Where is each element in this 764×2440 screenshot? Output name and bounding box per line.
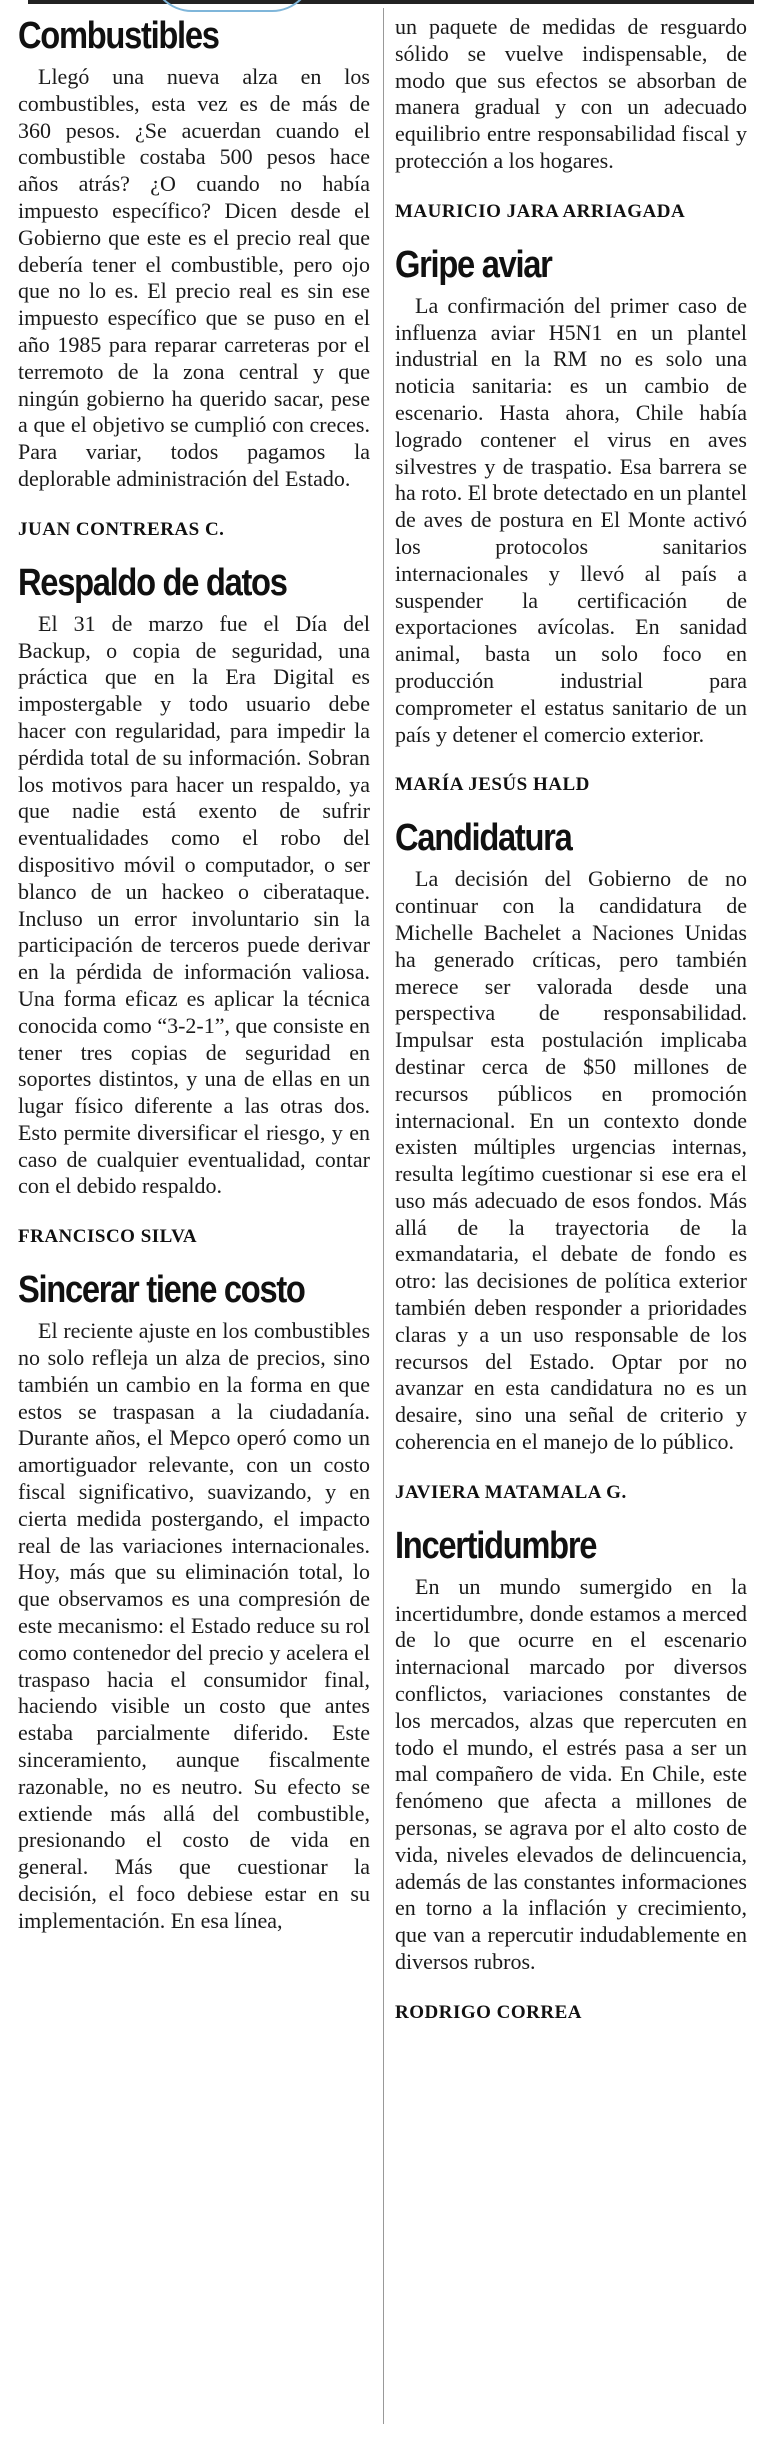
left-column xyxy=(18,14,370,1943)
letter-title: Sincerar tiene costo xyxy=(18,1269,305,1312)
letter-body: En un mundo sumergido en la incertidumbre, donde estamos a merced de lo que ocurre en el escenario internacional marcado por diversos conflictos, variaciones constantes de los mercados, alzas que repercuten en todo el mundo, el estrés pasa a ser un mal compañero de vida. En Chile, este fenómeno que afecta a millones de personas, se agrava por el alto costo de vida, niveles elevados de delincuencia, además de las constantes informaciones en torno a la inflación y crecimiento, que van a repercutir indudablemente en diversos rubros. xyxy=(395,1573,747,1975)
letter-title: Gripe aviar xyxy=(395,243,552,286)
letter-author: MAURICIO JARA ARRIAGADA xyxy=(395,200,686,222)
header-arc-decoration xyxy=(150,0,314,12)
letter-body: La confirmación del primer caso de influenza aviar H5N1 en un plantel industrial en la RM no es solo una noticia sanitaria: es un cambio de escenario. Hasta ahora, Chile había logrado contener el virus en aves silvestres y de traspatio. Esa barrera se ha roto. El brote detectado en un plantel de aves de postura en El Monte activó los protocolos sanitarios internacionales y llevó al país a suspender la certificación de exportaciones avícolas. En sanidad animal, basta un solo foco en producción industrial para comprometer el estatus sanitario de un país y detener el comercio exterior. xyxy=(395,292,747,747)
letter-author: JUAN CONTRERAS C. xyxy=(18,518,225,540)
letter-body: El 31 de marzo fue el Día del Backup, o copia de seguridad, una práctica que en la Era Digital es impostergable y todo usuario debe hacer con regularidad, para impedir la pérdida total de su información. Sobran los motivos para hacer un respaldo, ya que nadie está exento de sufrir eventualidades como el robo del dispositivo móvil o computador, o ser blanco de un hackeo o ciberataque. Incluso un error involuntario sin la participación de terceros puede derivar en la pérdida de información valiosa. Una forma eficaz es aplicar la técnica conocida como “3-2-1”, que consiste en tener tres copias de seguridad en soportes distintos, y una de ellas en un lugar físico diferente a las otras dos. Esto permite diversificar el riesgo, y en caso de cualquier eventualidad, contar con el debido respaldo. xyxy=(18,610,370,1199)
letter-title: Incertidumbre xyxy=(395,1524,597,1567)
letter-sincerar-continued xyxy=(395,14,747,223)
letter-gripe-aviar xyxy=(395,243,747,797)
letter-body: El reciente ajuste en los combustibles no solo refleja un alza de precios, sino también un cambio en la forma en que estos se traspasan a la ciudadanía. Durante años, el Mepco operó como un amortiguador relevante, con un costo fiscal significativo, suavizando, y en cierta medida postergando, el impacto real de las variaciones internacionales. Hoy, más que su eliminación total, lo que observamos es una compresión de este mecanismo: el Estado reduce su rol como contenedor del precio y acelera el traspaso hacia el consumidor final, haciendo visible un costo que antes estaba parcialmente diferido. Este sinceramiento, aunque fiscalmente razonable, no es neutro. Su efecto se extiende más allá del combustible, presionando el costo de vida en general. Más que cuestionar la decisión, el foco debiese estar en su implementación. En esa línea, xyxy=(18,1318,370,1933)
letter-incertidumbre xyxy=(395,1524,747,2024)
right-column xyxy=(395,14,747,2044)
letter-respaldo-de-datos xyxy=(18,561,370,1249)
letter-title: Candidatura xyxy=(395,817,572,860)
letter-body-continued: un paquete de medidas de resguardo sólido se vuelve indispensable, de modo que sus efectos se absorban de manera gradual y con un adecuado equilibrio entre responsabilidad fiscal y protección a los hogares. xyxy=(395,14,747,173)
column-divider xyxy=(383,8,384,2424)
letter-title: Respaldo de datos xyxy=(18,561,287,604)
letter-candidatura xyxy=(395,816,747,1504)
letter-author: RODRIGO CORREA xyxy=(395,2001,582,2023)
letter-author: MARÍA JESÚS HALD xyxy=(395,774,590,796)
letter-body: La decisión del Gobierno de no continuar con la candidatura de Michelle Bachelet a Naciones Unidas ha generado críticas, pero también merece ser valorada desde una perspectiva de responsabilidad. Impulsar esta postulación implicaba destinar cerca de $50 millones de recursos públicos en promoción internacional. En un contexto donde existen múltiples urgencias internas, resulta legítimo cuestionar si ese era el uso más adecuado de esos fondos. Más allá de la trayectoria de la exmandataria, el debate de fondo es otro: las decisiones de política exterior también deben responder a prioridades claras y a un uso responsable de los recursos del Estado. Optar por no avanzar en esta candidatura no es un desaire, sino una señal de criterio y coherencia en el manejo de lo público. xyxy=(395,866,747,1455)
letter-combustibles xyxy=(18,14,370,541)
letter-title: Combustibles xyxy=(18,15,219,57)
letter-body: Llegó una nueva alza en los combustibles, esta vez es de más de 360 pesos. ¿Se acuerdan cuando el combustible costaba 500 pesos hace años atrás? ¿O cuando no había impuesto específico? Dicen desde el Gobierno que este es el precio real que debería tener el combustible, pero ojo que no lo es. El precio real es sin ese impuesto específico que se puso en el año 1985 para reparar carreteras por el terremoto de la zona central y que ningún gobierno ha querido sacar, pese a que el objetivo se cumplió con creces. Para variar, todos pagamos la deplorable administración del Estado. xyxy=(18,64,370,491)
letter-author: FRANCISCO SILVA xyxy=(18,1226,198,1248)
top-rule xyxy=(28,0,754,4)
letter-author: JAVIERA MATAMALA G. xyxy=(395,1481,627,1503)
letter-sincerar-tiene-costo xyxy=(18,1268,370,1934)
